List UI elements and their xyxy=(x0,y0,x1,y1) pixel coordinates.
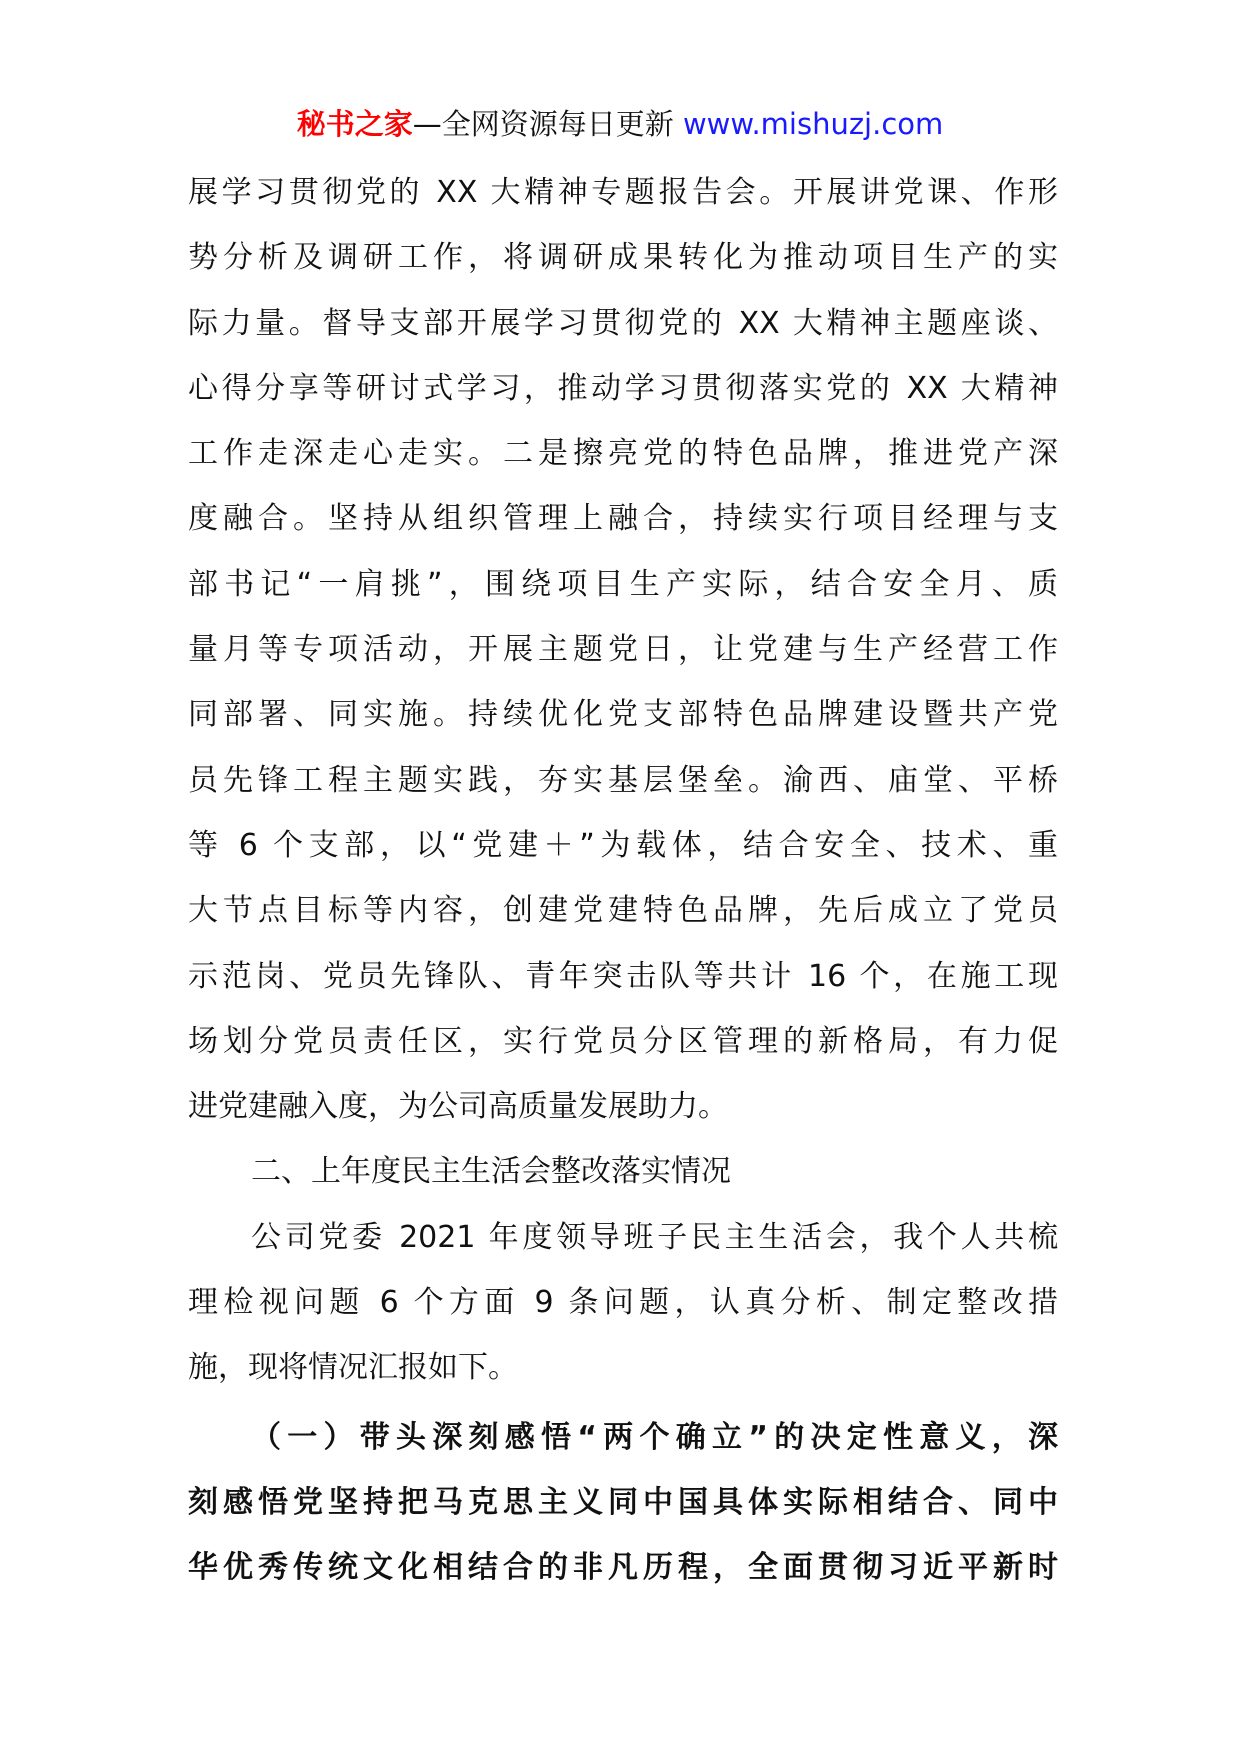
text-line: 示范岗、党员先锋队、青年突击队等共计 16 个，在施工现 xyxy=(188,958,1058,994)
text-line: 员先锋工程主题实践，夯实基层堡垒。渝西、庙堂、平桥 xyxy=(188,762,1058,798)
text-line: 际力量。督导支部开展学习贯彻党的 XX 大精神主题座谈、 xyxy=(188,305,1058,341)
paragraph-1 xyxy=(188,160,1058,1139)
text-line: 展学习贯彻党的 XX 大精神专题报告会。开展讲党课、作形 xyxy=(188,175,1058,210)
text-line: 施，现将情况汇报如下。 xyxy=(188,1350,518,1386)
site-header xyxy=(0,100,1240,148)
text-line: 同部署、同实施。持续优化党支部特色品牌建设暨共产党 xyxy=(188,697,1058,733)
text-line: 心得分享等研讨式学习，推动学习贯彻落实党的 XX 大精神 xyxy=(188,370,1058,406)
bold-text-line: （一）带头深刻感悟“两个确立”的决定性意义，深 xyxy=(251,1419,1058,1455)
text-line: 度融合。坚持从组织管理上融合，持续实行项目经理与支 xyxy=(188,501,1058,537)
text-line: 部书记“一肩挑”，围绕项目生产实际，结合安全月、质 xyxy=(188,566,1058,602)
text-line: 进党建融入度，为公司高质量发展助力。 xyxy=(188,1089,728,1125)
bold-text-line: 华优秀传统文化相结合的非凡历程，全面贯彻习近平新时 xyxy=(188,1550,1058,1586)
text-line: 公司党委 2021 年度领导班子民主生活会，我个人共梳 xyxy=(251,1219,1058,1255)
text-line: 等 6 个支部，以“党建＋”为载体，结合安全、技术、重 xyxy=(188,827,1058,863)
text-line: 量月等专项活动，开展主题党日，让党建与生产经营工作 xyxy=(188,632,1058,668)
brand-name: 秘书之家 xyxy=(296,107,413,141)
text-line: 理检视问题 6 个方面 9 条问题，认真分析、制定整改措 xyxy=(188,1285,1058,1321)
section-heading: 二、上年度民主生活会整改落实情况 xyxy=(251,1154,731,1190)
header-tagline: —全网资源每日更新 xyxy=(412,107,674,141)
text-line: 工作走深走心走实。二是擦亮党的特色品牌，推进党产深 xyxy=(188,436,1058,472)
text-line: 场划分党员责任区，实行党员分区管理的新格局，有力促 xyxy=(188,1023,1058,1059)
paragraph-2 xyxy=(188,1205,1058,1401)
bold-text-line: 刻感悟党坚持把马克思主义同中国具体实际相结合、同中 xyxy=(188,1484,1058,1520)
document-body xyxy=(188,160,1058,1601)
text-line: 大节点目标等内容，创建党建特色品牌，先后成立了党员 xyxy=(188,893,1058,929)
bold-subheading xyxy=(188,1405,1058,1601)
text-line: 势分析及调研工作，将调研成果转化为推动项目生产的实 xyxy=(188,240,1058,276)
site-url-link[interactable]: www.mishuzj.com xyxy=(682,107,944,141)
